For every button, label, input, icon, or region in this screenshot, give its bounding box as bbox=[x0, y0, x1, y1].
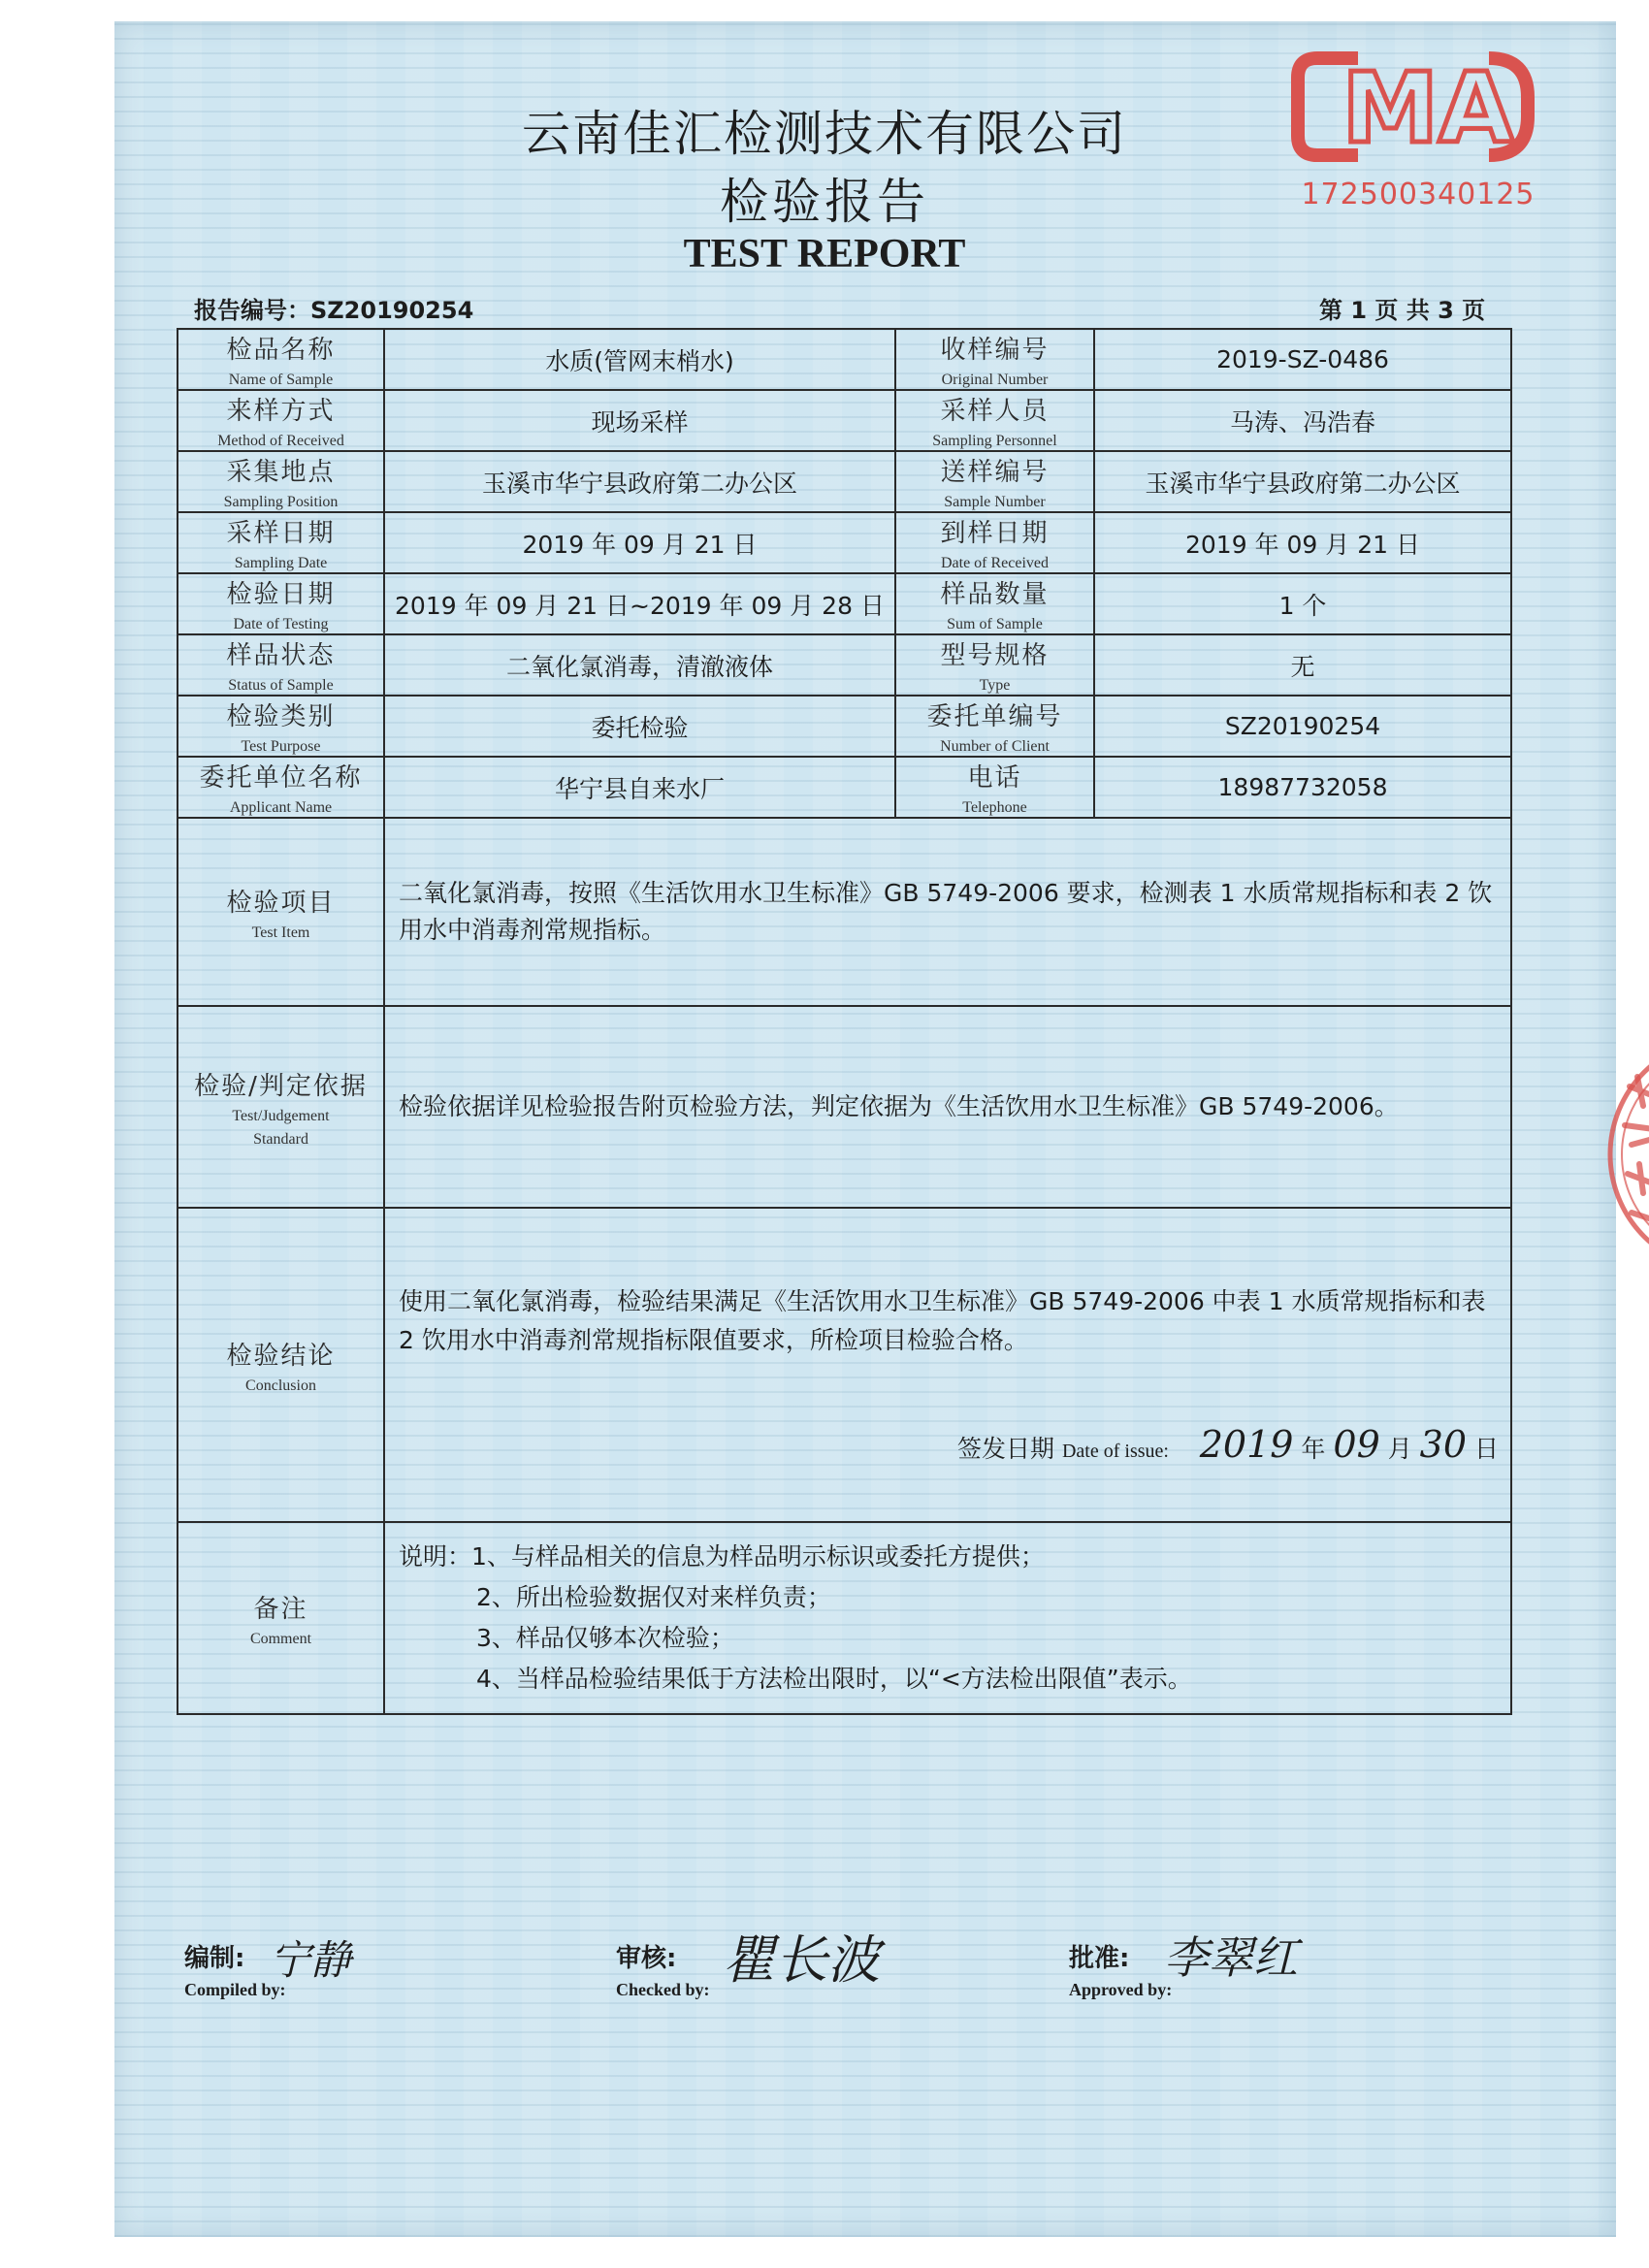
checked-by: 审核: Checked by: 瞿长波 bbox=[616, 1938, 710, 2000]
conclusion-cell bbox=[384, 1208, 1511, 1522]
field-label: 来样方式 Method of Received bbox=[178, 390, 384, 451]
checked-signature: 瞿长波 bbox=[723, 1929, 880, 1991]
info-row bbox=[178, 634, 1511, 696]
company-seal-icon bbox=[1552, 1028, 1649, 1280]
field-value: 2019-SZ-0486 bbox=[1094, 329, 1511, 390]
standard-row bbox=[178, 1006, 1511, 1208]
field-value: 2019 年 09 月 21 日 bbox=[384, 512, 895, 573]
test-item-text: 二氧化氯消毒，按照《生活饮用水卫生标准》GB 5749-2006 要求，检测表 1 水质常规指标和表 2 饮用水中消毒剂常规指标。 bbox=[384, 818, 1511, 1006]
field-value: 水质(管网末梢水) bbox=[384, 329, 895, 390]
compiled-signature: 宁静 bbox=[270, 1936, 352, 1984]
field-label: 检验类别 Test Purpose bbox=[178, 696, 384, 757]
conclusion-row bbox=[178, 1208, 1511, 1522]
issue-date: 签发日期 Date of issue: 2019 年 09 月 30 日 bbox=[957, 1423, 1499, 1466]
comment-notes bbox=[384, 1522, 1511, 1714]
compiled-by: 编制: Compiled by: 宁静 bbox=[184, 1938, 286, 2000]
field-label: 采样人员 Sampling Personnel bbox=[895, 390, 1094, 451]
cma-number: 172500340125 bbox=[1301, 178, 1536, 211]
report-title-en: TEST REPORT bbox=[683, 232, 966, 276]
field-value: 2019 年 09 月 21 日~2019 年 09 月 28 日 bbox=[384, 573, 895, 634]
info-row bbox=[178, 390, 1511, 451]
field-label: 委托单位名称 Applicant Name bbox=[178, 757, 384, 818]
field-label: 采样日期 Sampling Date bbox=[178, 512, 384, 573]
report-table bbox=[177, 328, 1512, 1715]
field-value: 18987732058 bbox=[1094, 757, 1511, 818]
field-value: 玉溪市华宁县政府第二办公区 bbox=[384, 451, 895, 512]
field-label: 收样编号 Original Number bbox=[895, 329, 1094, 390]
field-label: 采集地点 Sampling Position bbox=[178, 451, 384, 512]
comment-note: 4、当样品检验结果低于方法检出限时，以“<方法检出限值”表示。 bbox=[476, 1665, 1192, 1693]
field-label: 送样编号 Sample Number bbox=[895, 451, 1094, 512]
comment-note: 说明：1、与样品相关的信息为样品明示标识或委托方提供； bbox=[399, 1542, 1045, 1571]
comment-label: 备注 Comment bbox=[178, 1522, 384, 1714]
field-label: 样品状态 Status of Sample bbox=[178, 634, 384, 696]
approved-by: 批准: Approved by: 李翠红 bbox=[1069, 1938, 1172, 2000]
field-label: 委托单编号 Number of Client bbox=[895, 696, 1094, 757]
info-row bbox=[178, 512, 1511, 573]
comment-note: 2、所出检验数据仅对来样负责； bbox=[476, 1583, 831, 1611]
standard-label: 检验/判定依据 Test/Judgement Standard bbox=[178, 1006, 384, 1208]
field-value: 华宁县自来水厂 bbox=[384, 757, 895, 818]
page-indicator: 第 1 页 共 3 页 bbox=[1319, 297, 1486, 324]
info-row bbox=[178, 757, 1511, 818]
field-label: 检品名称 Name of Sample bbox=[178, 329, 384, 390]
info-row bbox=[178, 573, 1511, 634]
field-label: 电话 Telephone bbox=[895, 757, 1094, 818]
approved-signature: 李翠红 bbox=[1164, 1931, 1298, 1984]
company-name: 云南佳汇检测技术有限公司 bbox=[522, 106, 1127, 162]
field-value: 无 bbox=[1094, 634, 1511, 696]
report-title-cn: 检验报告 bbox=[720, 174, 929, 230]
field-value: 委托检验 bbox=[384, 696, 895, 757]
comment-row bbox=[178, 1522, 1511, 1714]
field-value: 2019 年 09 月 21 日 bbox=[1094, 512, 1511, 573]
field-value: 二氧化氯消毒，清澈液体 bbox=[384, 634, 895, 696]
ma-logo-text: MA bbox=[1342, 51, 1514, 165]
field-label: 到样日期 Date of Received bbox=[895, 512, 1094, 573]
test-item-label: 检验项目 Test Item bbox=[178, 818, 384, 1006]
cma-logo-icon bbox=[1290, 49, 1537, 165]
comment-note: 3、样品仅够本次检验； bbox=[476, 1624, 734, 1652]
issue-month: 09 bbox=[1333, 1423, 1380, 1466]
info-row bbox=[178, 696, 1511, 757]
test-item-row bbox=[178, 818, 1511, 1006]
field-value: 马涛、冯浩春 bbox=[1094, 390, 1511, 451]
info-row bbox=[178, 329, 1511, 390]
issue-day: 30 bbox=[1419, 1423, 1468, 1466]
standard-text: 检验依据详见检验报告附页检验方法，判定依据为《生活饮用水卫生标准》GB 5749-2006。 bbox=[384, 1006, 1511, 1208]
field-value: 现场采样 bbox=[384, 390, 895, 451]
field-value: 1 个 bbox=[1094, 573, 1511, 634]
conclusion-label: 检验结论 Conclusion bbox=[178, 1208, 384, 1522]
field-label: 检验日期 Date of Testing bbox=[178, 573, 384, 634]
field-value: SZ20190254 bbox=[1094, 696, 1511, 757]
info-row bbox=[178, 451, 1511, 512]
field-label: 型号规格 Type bbox=[895, 634, 1094, 696]
field-label: 样品数量 Sum of Sample bbox=[895, 573, 1094, 634]
field-value: 玉溪市华宁县政府第二办公区 bbox=[1094, 451, 1511, 512]
conclusion-text: 使用二氧化氯消毒，检验结果满足《生活饮用水卫生标准》GB 5749-2006 中表 1 水质常规指标和表 2 饮用水中消毒剂常规指标限值要求，所检项目检验合格。 bbox=[399, 1287, 1486, 1354]
report-number: 报告编号：SZ20190254 bbox=[194, 297, 474, 324]
issue-year: 2019 bbox=[1199, 1423, 1294, 1466]
